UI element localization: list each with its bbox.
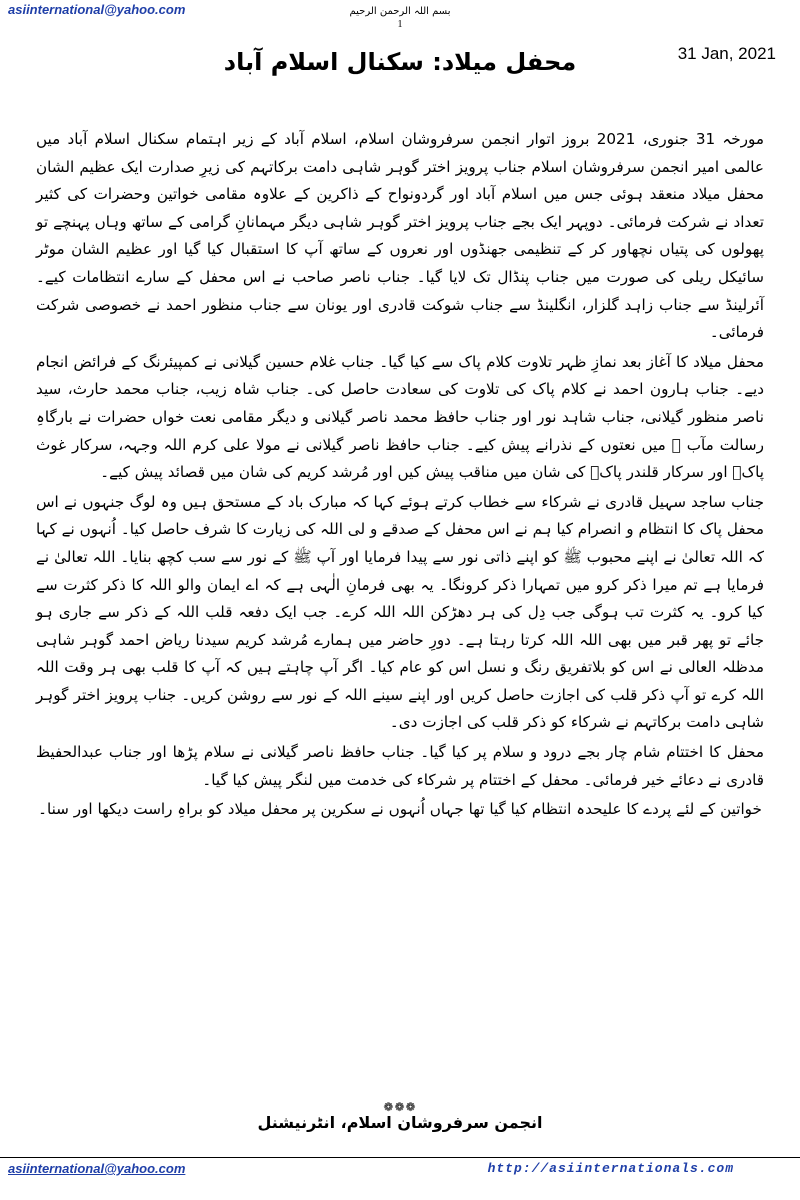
footer-email-link[interactable]: asiinternational@yahoo.com xyxy=(8,1161,186,1176)
paragraph-speech: جناب ساجد سہیل قادری نے شرکاء سے خطاب کرتے ہوئے کہا کہ مبارک باد کے مستحق ہیں وہ لوگ جنہوں نے اس محفل پاک کا انتظام و انصرام کیا ہم نے اس محفل کے صدقے و لی اللہ کی زیارت کا شرف حاصل کیا۔ اُنہوں نے کہا کہ اللہ تعالیٰ نے اپنے محبوب ﷺ کو اپنے ذاتی نور سے پیدا فرمایا اور آپ ﷺ کے نور سے سب کچھ بنایا۔ اللہ تعالیٰ نے فرمایا ہے تم میرا ذکر کرو میں تمہارا ذکر کرونگا۔ یہ بھی فرمانِ الٰہی ہے کہ اے ایمان والو اللہ کا ذکر کثرت سے کیا کرو۔ یہ کثرت تب ہوگی جب دِل کی ہر دھڑکن اللہ اللہ کرے۔ جب ایک دفعہ قلب اللہ کے ذکر سے جاری ہو جائے تو پھر قبر میں بھی اللہ اللہ کرتا رہتا ہے۔ دورِ حاضر میں ہمارے مُرشد کریم سیدنا ریاض احمد گوہر شاہی مدظلہ العالی نے اس کو بلاتفریق رنگ و نسل اس کو عام کیا۔ اگر آپ چاہتے ہیں کہ آپ کا قلب بھی ہر وقت اللہ اللہ کرے تو آپ ذکر قلب کی اجازت حاصل کریں اور اپنے سینے اللہ کے نور سے روشن کریں۔ جناب پرویز اختر گوہر شاہی دامت برکاتہم نے شرکاء کو ذکر قلب کی اجازت دی۔ xyxy=(36,492,764,732)
article-body xyxy=(36,126,764,826)
organization-name: انجمن سرفروشان اسلام، انٹرنیشنل xyxy=(257,1113,543,1132)
article-date: 31 Jan, 2021 xyxy=(677,44,776,63)
page-number: 1 xyxy=(397,19,403,30)
header-email-link[interactable]: asiinternational@yahoo.com xyxy=(8,2,186,17)
paragraph-program: محفل میلاد کا آغاز بعد نمازِ ظہر تلاوت کلام پاک سے کیا گیا۔ جناب غلام حسین گیلانی نے کمپیئرنگ کے فرائض انجام دیے۔ جناب ہارون احمد نے کلام پاک کی تلاوت کی سعادت حاصل کی۔ جناب شاہ زیب، جناب محمد حارث، سید ناصر منظور گیلانی، جناب شاہد نور اور جناب حافظ محمد ناصر گیلانی و دیگر مقامی نعت خواں حضرات نے بارگاہِ رسالت مآب ﷺ میں نعتوں کے نذرانے پیش کیے۔ جناب حافظ ناصر گیلانی نے مولا علی کرم اللہ وجہہ، سرکار غوث پاکؒ اور سرکار قلندر پاکؒ کی شان میں مناقب پیش کیں اور مُرشد کریم کی شان میں قصائد پیش کیے۔ xyxy=(36,352,764,482)
paragraph-closing: محفل کا اختتام شام چار بجے درود و سلام پر کیا گیا۔ جناب حافظ ناصر گیلانی نے سلام پڑھا اور جناب عبدالحفیظ قادری نے دعائے خیر فرمائی۔ محفل کے اختتام پر شرکاء کی خدمت میں لنگر پیش کیا گیا۔ xyxy=(36,743,764,789)
footer-website-link[interactable]: http://asiinternationals.com xyxy=(487,1161,734,1176)
footer-divider xyxy=(0,1157,800,1158)
paragraph-intro: مورخہ 31 جنوری، 2021 بروز اتوار انجمن سرفروشان اسلام، اسلام آباد کے زیر اہتمام سکنال اسلام آباد میں عالمی امیر انجمن سرفروشان اسلام جناب پرویز اختر گوہر شاہی دامت برکاتہم کی زیرِ صدارت ایک عظیم الشان محفل میلاد منعقد ہوئی جس میں اسلام آباد اور گردونواح کے ذاکرین کے علاوہ مقامی خواتین وحضرات کی کثیر تعداد نے شرکت فرمائی۔ دوپہر ایک بجے جناب پرویز اختر گوہر شاہی دیگر مہمانانِ گرامی کے ساتھ وہاں پہنچے تو پھولوں کی پتیاں نچھاور کر کے تنظیمی جھنڈوں اور نعروں کے ساتھ آپ کا استقبال کیا گیا اور عظیم الشان موٹر سائیکل ریلی کی صورت میں جناب پنڈال تک لایا گیا۔ جناب ناصر صاحب نے اس محفل کے سارے انتظامات کیے۔ آئرلینڈ سے جناب زاہد گلزار، انگلینڈ سے جناب شوکت قادری اور یونان سے جناب منظور احمد نے خصوصی شرکت فرمائی۔ xyxy=(36,130,764,342)
decorative-stars: ❁❁❁ xyxy=(383,1100,417,1114)
bismillah-text: بسم اللہ الرحمن الرحیم xyxy=(349,6,451,17)
article-title: محفل میلاد: سکنال اسلام آباد xyxy=(223,48,577,76)
paragraph-women-arrangement: خواتین کے لئے پردے کا علیحدہ انتظام کیا گیا تھا جہاں اُنہوں نے سکرین پر محفل میلاد کو براہِ راست دیکھا اور سنا۔ xyxy=(38,800,762,819)
